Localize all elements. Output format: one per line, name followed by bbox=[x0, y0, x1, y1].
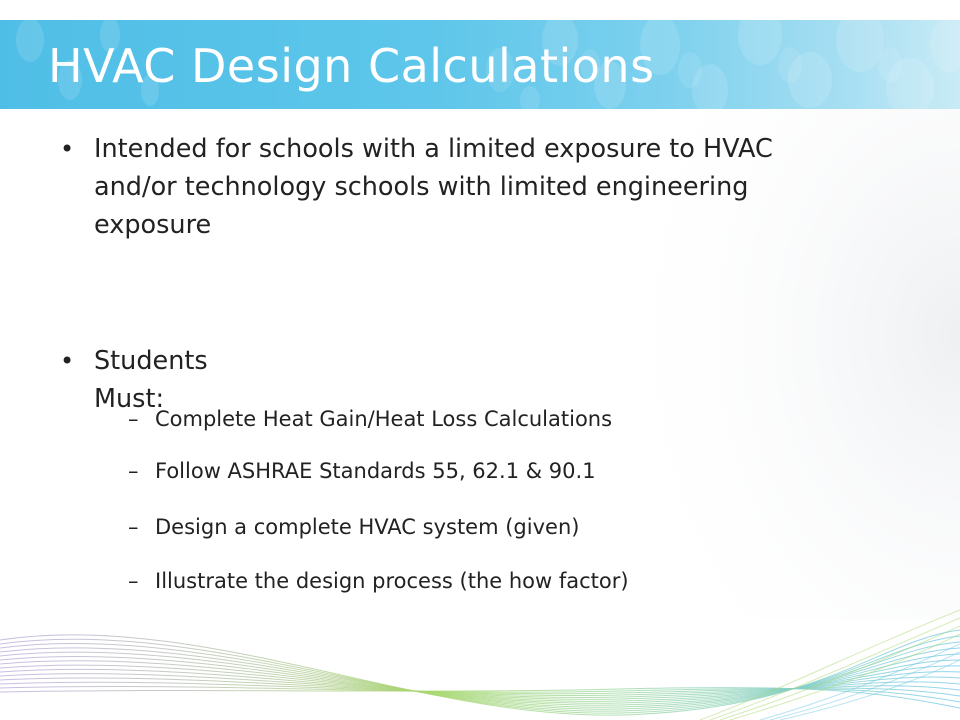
sub-marker: – bbox=[128, 459, 139, 483]
sub-item-text: Complete Heat Gain/Heat Loss Calculations bbox=[155, 407, 613, 431]
bullet-line-1: Intended for schools with a limited exposure to HVAC bbox=[94, 134, 773, 164]
sub-marker: – bbox=[128, 569, 139, 593]
sub-marker: – bbox=[128, 407, 139, 431]
decorative-swoosh-lines bbox=[0, 600, 960, 720]
bullet-text: Students Must: bbox=[94, 346, 208, 414]
bullet-text bbox=[94, 130, 894, 244]
sub-item-text: Follow ASHRAE Standards 55, 62.1 & 90.1 bbox=[155, 459, 596, 483]
sub-marker: – bbox=[128, 515, 139, 539]
bullet-marker: • bbox=[60, 347, 75, 375]
bullet-line-3: exposure bbox=[94, 210, 212, 240]
bullet-marker: • bbox=[60, 135, 75, 163]
title-bar bbox=[0, 20, 960, 109]
sub-item-text: Design a complete HVAC system (given) bbox=[155, 515, 580, 539]
sub-item-text: Illustrate the design process (the how factor) bbox=[155, 569, 629, 593]
bullet-line-2: and/or technology schools with limited engineering bbox=[94, 172, 749, 202]
slide-title: HVAC Design Calculations bbox=[48, 39, 655, 93]
